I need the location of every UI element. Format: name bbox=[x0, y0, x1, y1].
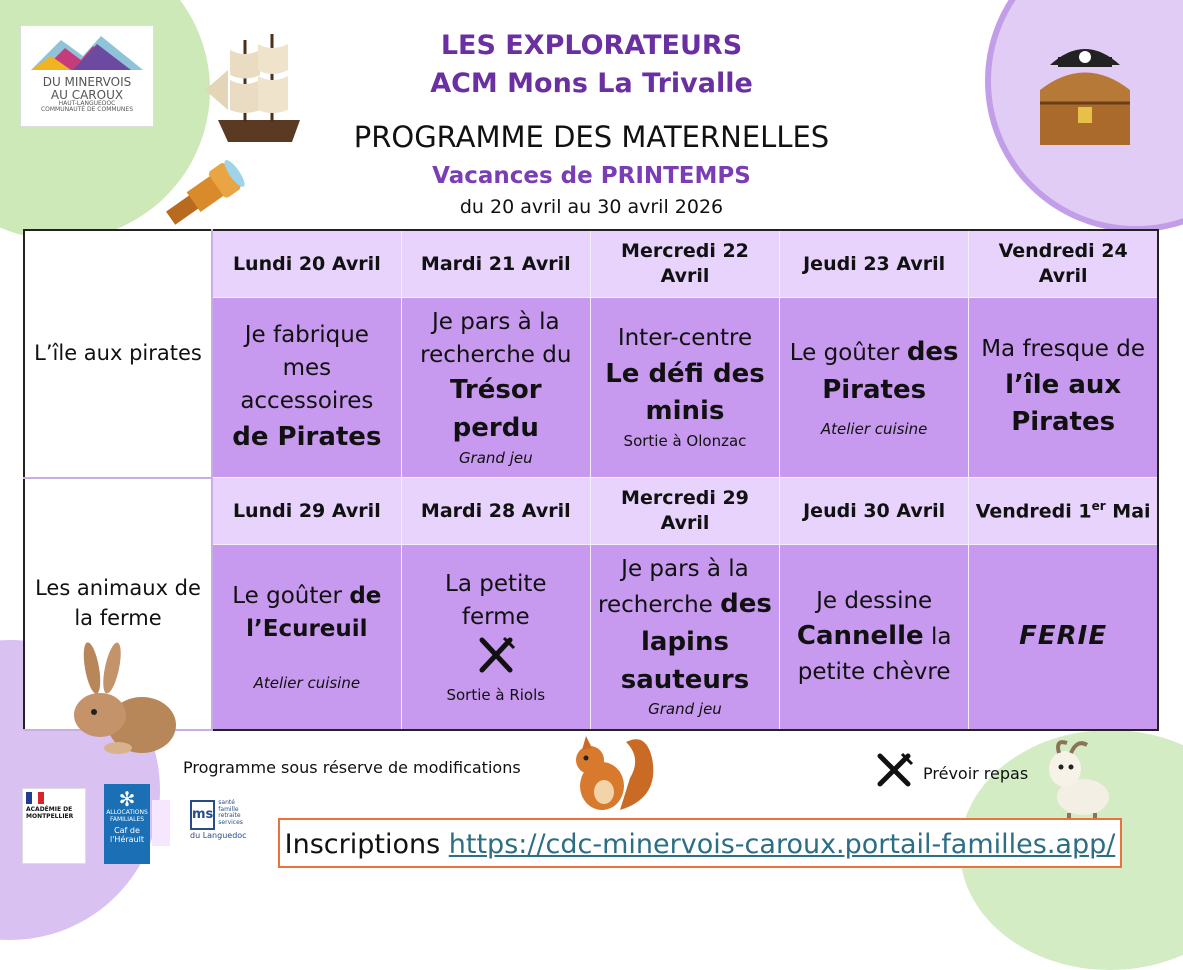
activity-text: La petite ferme bbox=[445, 570, 547, 631]
title-dates: du 20 avril au 30 avril 2026 bbox=[459, 196, 724, 218]
title-programme: PROGRAMME DES MATERNELLES bbox=[353, 120, 830, 154]
activity-text: Inter-centre bbox=[617, 325, 753, 352]
cdc-line1: DU MINERVOIS bbox=[42, 75, 132, 89]
activity-cell bbox=[401, 298, 590, 478]
day-header-text: Vendredi 1 bbox=[975, 499, 1092, 522]
activity-highlight: l’île aux Pirates bbox=[1005, 369, 1122, 438]
activity-note: Grand jeu bbox=[648, 700, 722, 719]
cutlery-icon bbox=[474, 634, 518, 674]
day-header: Mercredi 29 Avril bbox=[590, 478, 779, 545]
day-header: Lundi 29 Avril bbox=[212, 478, 401, 545]
day-header-text: Mai bbox=[1105, 499, 1151, 522]
week2-day-row bbox=[24, 478, 1158, 545]
msa-logo bbox=[190, 800, 254, 846]
activity-text: la petite chèvre bbox=[797, 624, 952, 685]
cdc-line2: AU CAROUX bbox=[50, 87, 124, 102]
day-header: Jeudi 30 Avril bbox=[780, 478, 969, 545]
inscriptions-label: Inscriptions bbox=[284, 829, 449, 860]
caf-text: ALLOCATIONS FAMILIALES bbox=[106, 809, 148, 823]
activity-text: Ma fresque de bbox=[981, 336, 1146, 363]
academie-text: ACADÉMIE DE MONTPELLIER bbox=[26, 806, 74, 820]
programme-table bbox=[23, 229, 1159, 731]
rabbit-icon bbox=[60, 640, 180, 760]
activity-cell bbox=[780, 545, 969, 730]
theme-week1: L’île aux pirates bbox=[24, 230, 212, 478]
activity-text: Le goûter bbox=[789, 340, 900, 367]
activity-cell bbox=[969, 545, 1158, 730]
title-vacances: Vacances de PRINTEMPS bbox=[432, 163, 751, 189]
day-header: Mercredi 22 Avril bbox=[590, 230, 779, 298]
title-acm: ACM Mons La Trivalle bbox=[430, 68, 753, 99]
activity-text: Je pars à la recherche bbox=[598, 556, 749, 619]
activity-highlight: de l’Ecureuil bbox=[246, 582, 382, 643]
caf-text: Caf de l'Hérault bbox=[110, 826, 144, 844]
activity-text: Je pars à la recherche du bbox=[420, 308, 572, 369]
meal-note: Prévoir repas bbox=[923, 764, 1029, 783]
activity-highlight: Trésor perdu bbox=[450, 375, 542, 444]
day-header: Lundi 20 Avril bbox=[212, 230, 401, 298]
day-header: Jeudi 23 Avril bbox=[780, 230, 969, 298]
msa-icon: ms bbox=[190, 800, 215, 830]
squirrel-icon bbox=[560, 728, 660, 818]
activity-highlight: des lapins sauteurs bbox=[620, 589, 772, 695]
week1-day-row bbox=[24, 230, 1158, 298]
activity-cell bbox=[590, 545, 779, 730]
theme-week2: Les animaux de la ferme bbox=[24, 478, 212, 730]
cutlery-icon bbox=[874, 750, 914, 788]
activity-note: Atelier cuisine bbox=[820, 420, 928, 439]
activity-text: Je fabrique mes accessoires bbox=[240, 321, 374, 415]
ferie-label: FERIE bbox=[1019, 621, 1108, 652]
activity-highlight: Le défi des minis bbox=[605, 358, 765, 427]
cdc-line4: COMMUNAUTÉ DE COMMUNES bbox=[40, 106, 134, 114]
activity-cell bbox=[401, 545, 590, 730]
day-header: Mardi 28 Avril bbox=[401, 478, 590, 545]
activity-cell bbox=[590, 298, 779, 478]
cdc-line3: HAUT-LANGUEDOC bbox=[58, 100, 116, 108]
inscriptions-link[interactable]: https://cdc-minervois-caroux.portail-familles.app/ bbox=[448, 829, 1116, 860]
activity-note: Sortie à Riols bbox=[446, 685, 546, 704]
activity-cell bbox=[212, 298, 401, 478]
activity-note: Grand jeu bbox=[458, 448, 533, 467]
activity-note: Atelier cuisine bbox=[253, 673, 361, 692]
activity-highlight: de Pirates bbox=[232, 421, 382, 452]
snowflake-icon: ✻ bbox=[118, 787, 136, 811]
academie-logo bbox=[22, 788, 86, 864]
day-header-sup: er bbox=[1091, 498, 1106, 513]
activity-cell bbox=[780, 298, 969, 478]
activity-text: Je dessine bbox=[816, 587, 933, 614]
msa-text: santé famille retraite services bbox=[218, 799, 243, 826]
activity-highlight: des Pirates bbox=[822, 337, 959, 405]
title-explorateurs: LES EXPLORATEURS bbox=[440, 30, 743, 61]
day-header bbox=[969, 478, 1158, 545]
activity-note: Sortie à Olonzac bbox=[623, 432, 747, 451]
activity-cell bbox=[212, 545, 401, 730]
reserve-note: Programme sous réserve de modifications bbox=[183, 758, 521, 777]
msa-text: du Languedoc bbox=[190, 831, 247, 840]
day-header: Vendredi 24 Avril bbox=[969, 230, 1158, 298]
goat-icon bbox=[1035, 735, 1120, 820]
activity-cell bbox=[969, 298, 1158, 478]
day-header: Mardi 21 Avril bbox=[401, 230, 590, 298]
inscriptions-box bbox=[278, 818, 1122, 868]
activity-highlight: Cannelle bbox=[796, 621, 924, 652]
caf-logo bbox=[104, 784, 150, 864]
activity-text: Le goûter bbox=[232, 582, 343, 609]
small-partner-logos bbox=[152, 800, 170, 846]
